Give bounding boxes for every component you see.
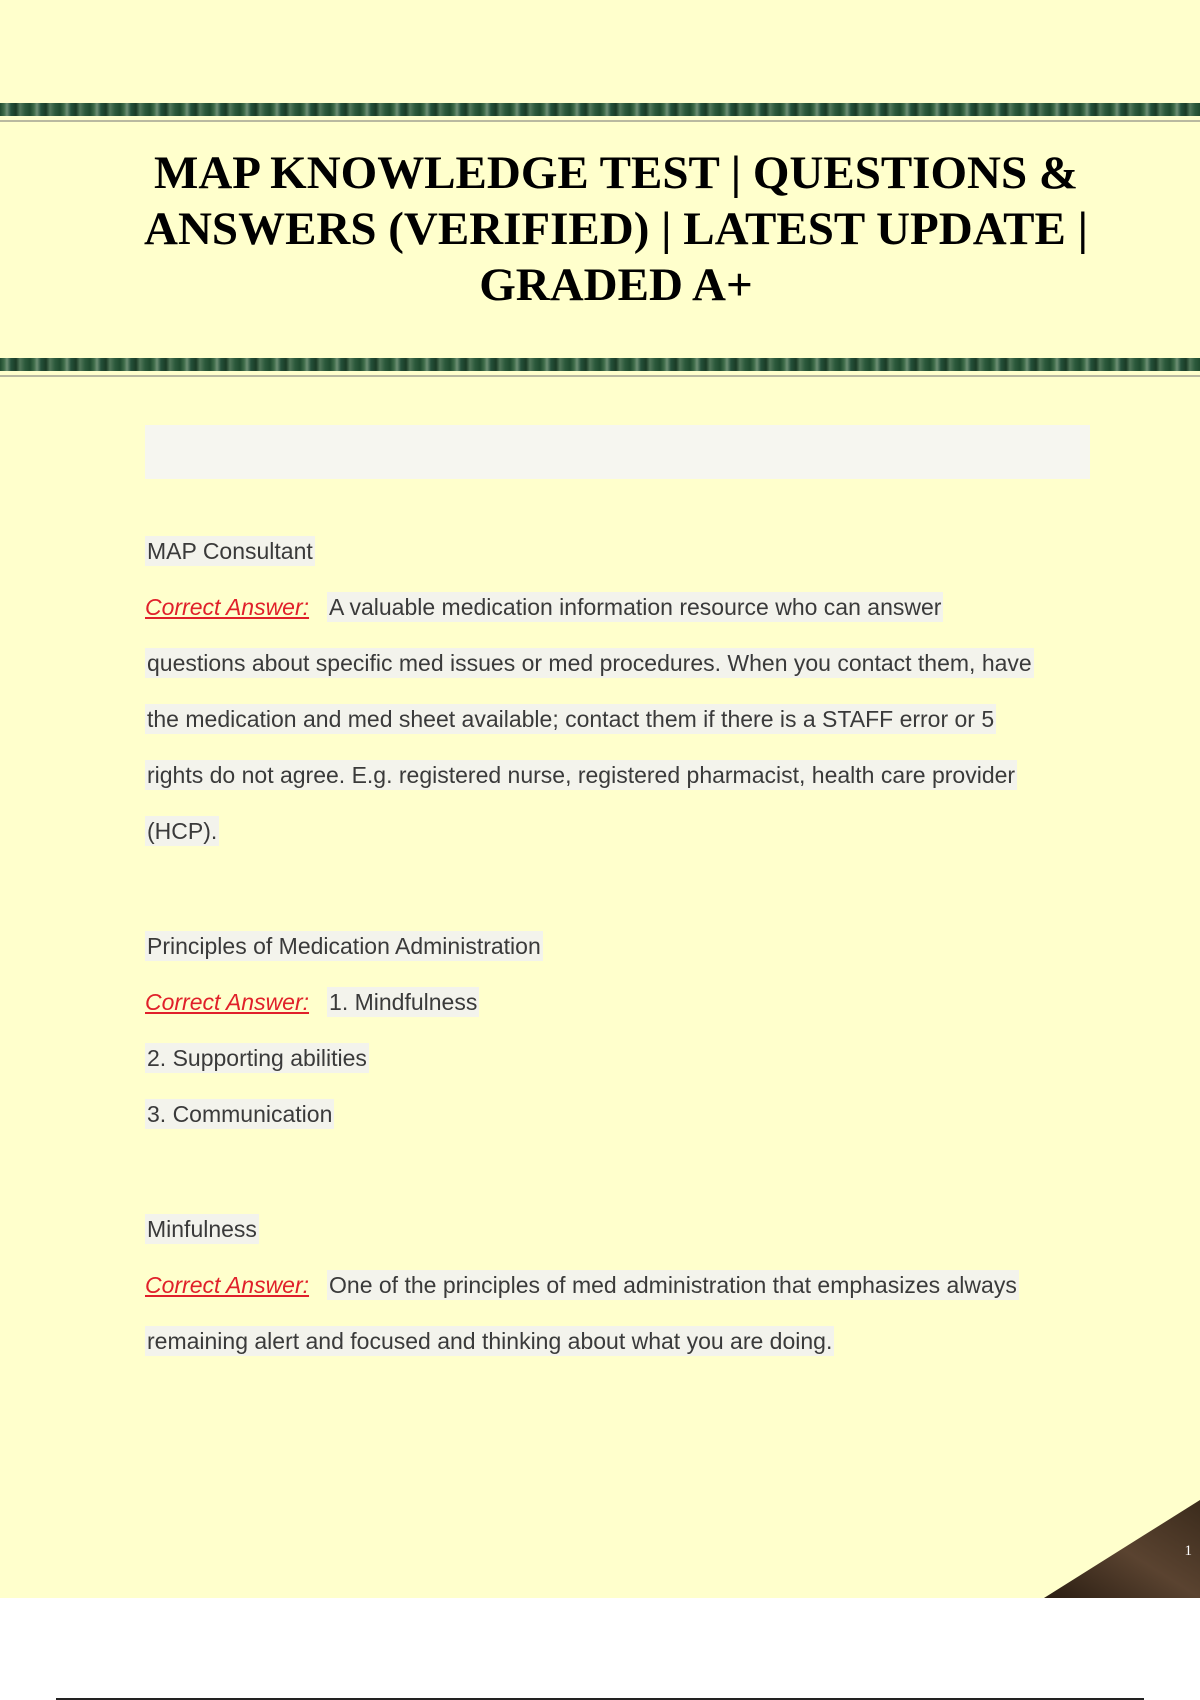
answer-line: [145, 691, 1095, 747]
answer-line: [145, 803, 1095, 859]
question-text: Principles of Medication Administration: [147, 933, 541, 959]
question-line: [145, 1201, 1095, 1257]
qa-list: [145, 523, 1095, 1428]
question-line: [145, 918, 1095, 974]
question-line: [145, 523, 1095, 579]
correct-answer-label: Correct Answer:: [145, 989, 310, 1015]
qa-item: [145, 918, 1095, 1142]
answer-text: One of the principles of med administration that emphasizes always: [329, 1272, 1017, 1298]
page-number: 1: [1184, 1543, 1192, 1559]
question-text: Minfulness: [147, 1216, 257, 1242]
answer-line: [145, 974, 1095, 1030]
answer-text: A valuable medication information resource who can answer: [329, 594, 942, 620]
answer-line: [145, 1030, 1095, 1086]
blank-field-box: [145, 425, 1090, 479]
answer-text: (HCP).: [147, 818, 218, 844]
answer-line: [145, 1086, 1095, 1142]
qa-item: [145, 1201, 1095, 1369]
answer-text: remaining alert and focused and thinking about what you are doing.: [147, 1328, 833, 1354]
answer-line: [145, 1313, 1095, 1369]
answer-line: [145, 747, 1095, 803]
document-title: MAP KNOWLEDGE TEST | QUESTIONS & ANSWERS (VERIFIED) | LATEST UPDATE | GRADED A+: [144, 147, 1088, 311]
answer-line: [145, 1257, 1095, 1313]
answer-line: [145, 635, 1095, 691]
answer-text: 1. Mindfulness: [329, 989, 478, 1015]
answer-text: 3. Communication: [147, 1101, 333, 1127]
answer-text: the medication and med sheet available; contact them if there is a STAFF error or 5: [147, 706, 995, 732]
header-band-bottom: [0, 358, 1200, 371]
answer-text: questions about specific med issues or med procedures. When you contact them, have: [147, 650, 1032, 676]
correct-answer-label: Correct Answer:: [145, 594, 310, 620]
header-rule-bottom: [0, 375, 1200, 377]
question-text: MAP Consultant: [147, 538, 313, 564]
header-rule-top: [0, 120, 1200, 122]
page-corner-decoration: [1044, 1500, 1200, 1598]
correct-answer-label: Correct Answer:: [145, 1272, 310, 1298]
answer-text: rights do not agree. E.g. registered nurse, registered pharmacist, health care provider: [147, 762, 1016, 788]
answer-line: [145, 579, 1095, 635]
qa-item: [145, 523, 1095, 859]
header-band-top: [0, 103, 1200, 116]
answer-text: 2. Supporting abilities: [147, 1045, 367, 1071]
